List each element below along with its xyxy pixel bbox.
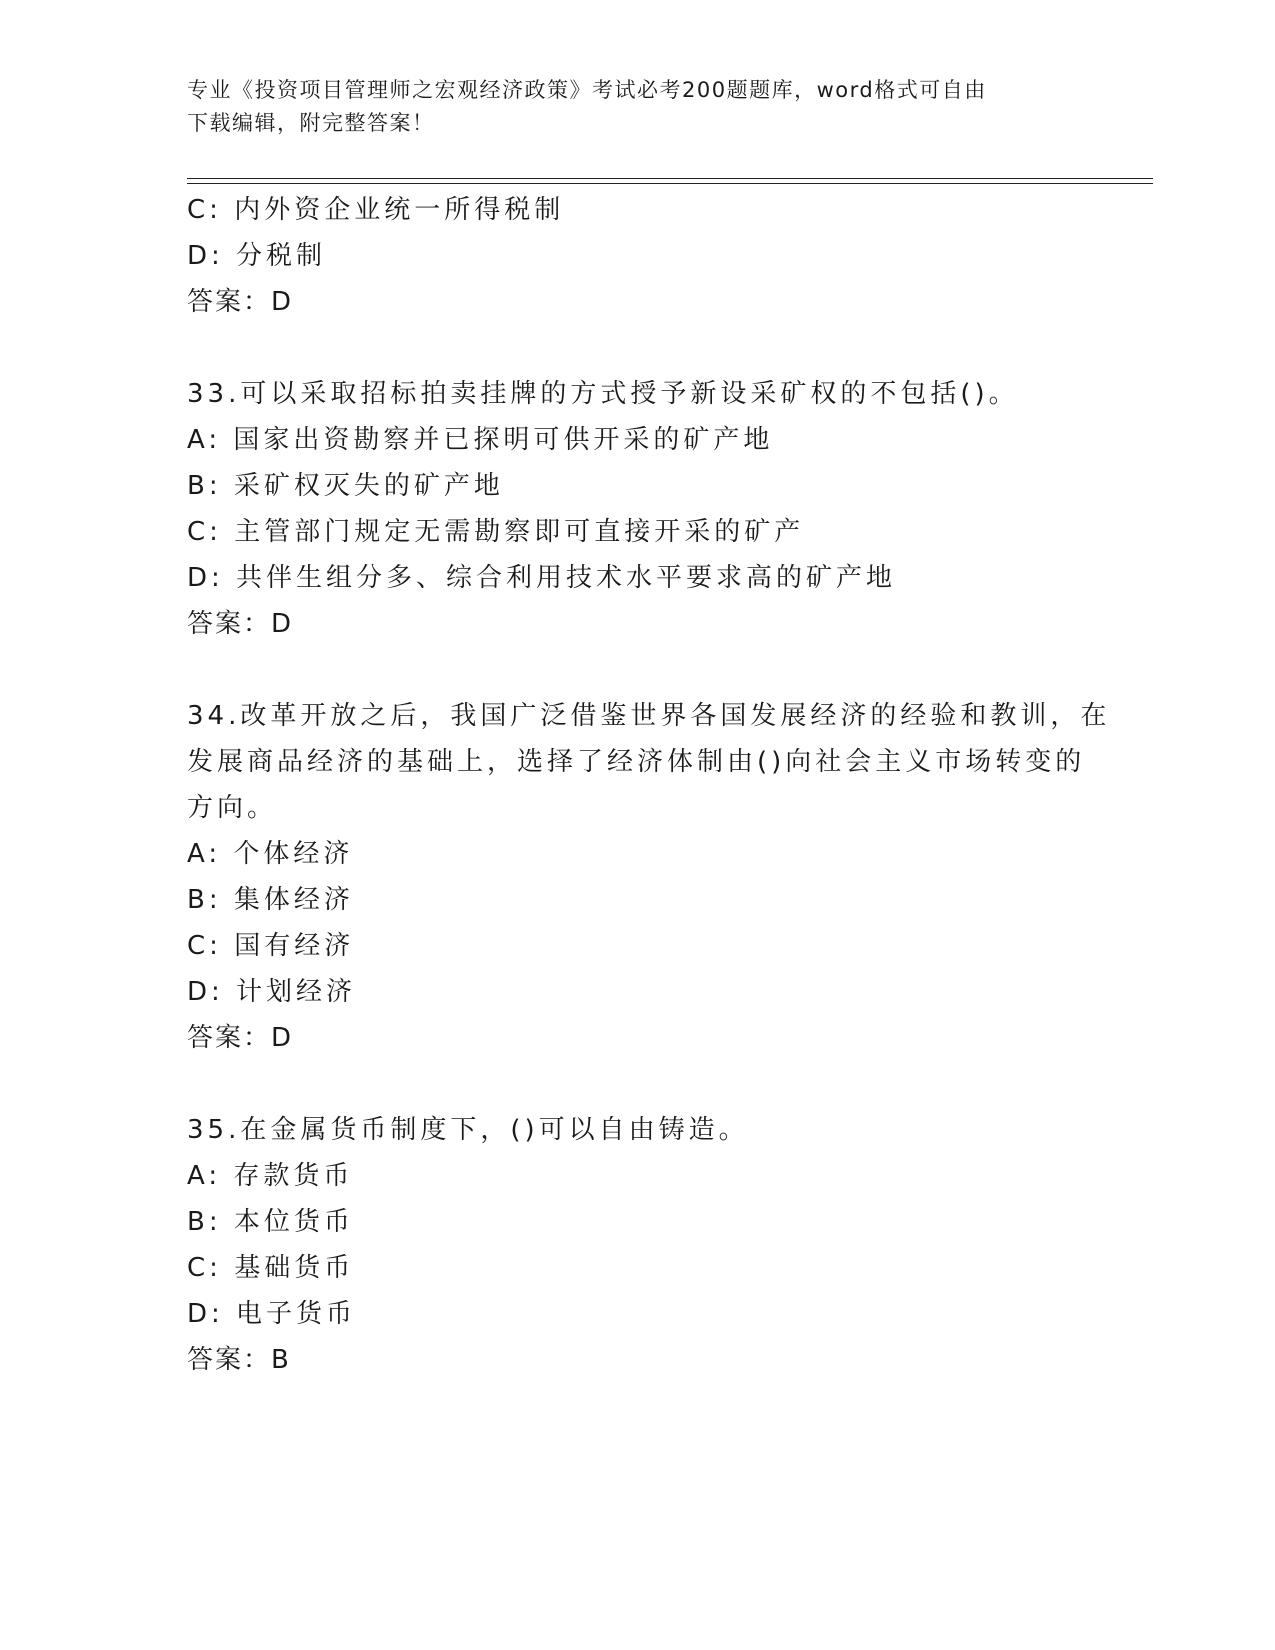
option-label: C: [187,195,235,225]
option-label: A: [187,839,234,869]
question-block-34 [187,693,1111,1061]
option-label: A: [187,425,234,455]
answer-label: 答案： [187,609,272,639]
spacer [187,647,1087,693]
question-stem-line-1: 34.改革开放之后，我国广泛借鉴世界各国发展经济的经验和教训，在 [187,701,1111,731]
header-title-line-1: 专业《投资项目管理师之宏观经济政策》考试必考200题题库，word格式可自由 [187,78,987,102]
option-label: A: [187,1161,234,1191]
spacer [187,325,1087,371]
answer-value: B [271,1345,289,1375]
question-block-33 [187,371,1087,647]
option-label: D: [187,1299,237,1329]
option-a [187,831,1087,877]
option-text: 国有经济 [234,931,355,961]
question-block-35 [187,1107,1087,1383]
answer-line [187,1015,1087,1061]
option-text: 基础货币 [234,1253,355,1283]
option-label: C: [187,1253,235,1283]
spacer [187,1061,1087,1107]
option-text: 主管部门规定无需勘察即可直接开采的矿产 [234,517,805,547]
option-c [187,187,1087,233]
question-stem: 33.可以采取招标拍卖挂牌的方式授予新设采矿权的不包括()。 [187,379,1019,409]
option-c [187,509,1087,555]
answer-line [187,1337,1087,1383]
option-label: C: [187,517,235,547]
question-block-partial [187,187,1087,325]
option-d [187,233,1087,279]
option-c [187,923,1087,969]
option-d [187,555,1087,601]
option-text: 电子货币 [236,1299,357,1329]
answer-label: 答案： [187,287,272,317]
option-text: 集体经济 [233,885,354,915]
answer-value: D [271,1023,292,1053]
question-list [187,187,1111,1383]
header-divider-top [187,178,1153,179]
option-c [187,1245,1087,1291]
option-text: 采矿权灭失的矿产地 [233,471,504,501]
answer-label: 答案： [187,1345,272,1375]
option-label: D: [187,563,237,593]
answer-value: D [271,609,292,639]
option-text: 分税制 [236,241,327,271]
answer-line [187,279,1087,325]
question-stem-line-2: 发展商品经济的基础上，选择了经济体制由()向社会主义市场转变的 [187,747,1086,777]
option-a [187,1153,1087,1199]
option-label: C: [187,931,235,961]
question-stem-line-3: 方向。 [187,793,278,823]
option-text: 存款货币 [233,1161,354,1191]
option-label: B: [187,1207,234,1237]
option-d [187,1291,1087,1337]
option-text: 国家出资勘察并已探明可供开采的矿产地 [233,425,774,455]
document-header [187,74,1067,140]
option-text: 本位货币 [233,1207,354,1237]
option-d [187,969,1087,1015]
option-a [187,417,1087,463]
option-label: D: [187,977,237,1007]
option-label: D: [187,241,237,271]
question-stem: 35.在金属货币制度下，()可以自由铸造。 [187,1115,749,1145]
option-label: B: [187,885,234,915]
answer-value: D [271,287,292,317]
option-b [187,463,1087,509]
answer-label: 答案： [187,1023,272,1053]
option-b [187,877,1087,923]
header-title-line-2: 下载编辑，附完整答案！ [187,111,435,135]
option-text: 共伴生组分多、综合利用技术水平要求高的矿产地 [236,563,897,593]
option-text: 内外资企业统一所得税制 [234,195,565,225]
option-text: 计划经济 [236,977,357,1007]
header-divider-bottom [187,183,1153,184]
option-b [187,1199,1087,1245]
option-text: 个体经济 [233,839,354,869]
option-label: B: [187,471,234,501]
answer-line [187,601,1087,647]
